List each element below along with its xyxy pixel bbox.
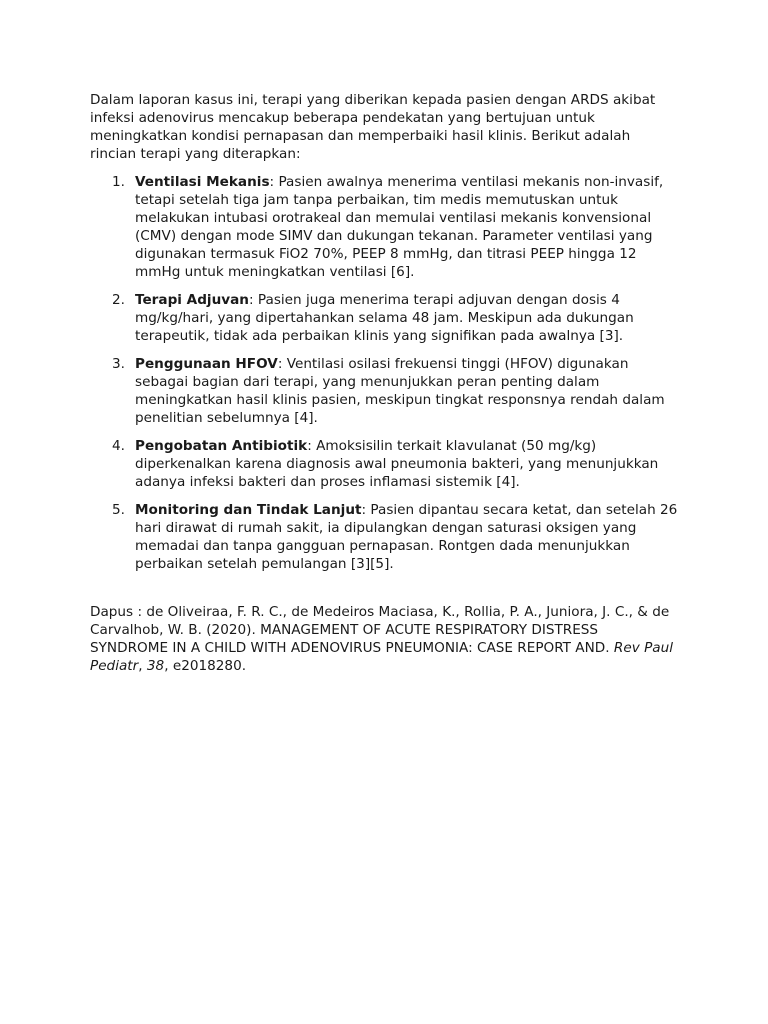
therapy-text: : Ventilasi osilasi frekuensi tinggi (HFOV) digunakan sebagai bagian dari terapi, yang menunjukkan peran penting dalam meningkatkan hasil klinis pasien, meskipun tingkat responsnya rendah dalam penelitian sebelumnya [4]. [135, 356, 665, 426]
therapy-list [90, 173, 680, 573]
therapy-item-pengobatan-antibiotik [90, 437, 680, 491]
reference-pages: , e2018280. [164, 658, 247, 674]
therapy-text: : Pasien dipantau secara ketat, dan setelah 26 hari dirawat di rumah sakit, ia dipulangkan dengan saturasi oksigen yang memadai dan tanpa gangguan pernapasan. Rontgen dada menunjukkan perbaikan setelah pemulangan [3][5]. [135, 502, 678, 572]
therapy-title: Pengobatan Antibiotik [135, 438, 308, 454]
therapy-title: Terapi Adjuvan [135, 292, 249, 308]
therapy-title: Penggunaan HFOV [135, 356, 278, 372]
reference-citation [90, 603, 680, 675]
therapy-title: Monitoring dan Tindak Lanjut [135, 502, 362, 518]
therapy-text: : Pasien juga menerima terapi adjuvan dengan dosis 4 mg/kg/hari, yang dipertahankan selama 48 jam. Meskipun ada dukungan terapeutik, tidak ada perbaikan klinis yang signifikan pada awalnya [3]. [135, 292, 634, 344]
therapy-number: 2. [112, 292, 125, 308]
reference-volume: 38 [146, 658, 165, 674]
reference-authors-title: Dapus : de Oliveiraa, F. R. C., de Medeiros Maciasa, K., Rollia, P. A., Juniora, J. C., & de Carvalhob, W. B. (2020). MANAGEMENT OF ACUTE RESPIRATORY DISTRESS SYNDROME IN A CHILD WITH ADENOVIRUS PNEUMONIA: CASE REPORT AND. [90, 604, 670, 656]
reference-separator: , [138, 658, 147, 674]
therapy-item-monitoring [90, 501, 680, 573]
therapy-item-ventilasi-mekanis [90, 173, 680, 281]
therapy-item-terapi-adjuvan [90, 291, 680, 345]
therapy-number: 1. [112, 174, 125, 190]
therapy-number: 4. [112, 438, 125, 454]
intro-paragraph: Dalam laporan kasus ini, terapi yang diberikan kepada pasien dengan ARDS akibat infeksi adenovirus mencakup beberapa pendekatan yang bertujuan untuk meningkatkan kondisi pernapasan dan memperbaiki hasil klinis. Berikut adalah rincian terapi yang diterapkan: [90, 92, 656, 162]
therapy-number: 5. [112, 502, 125, 518]
therapy-number: 3. [112, 356, 125, 372]
reference-journal: Rev Paul Pediatr [90, 640, 673, 674]
therapy-text: : Pasien awalnya menerima ventilasi mekanis non-invasif, tetapi setelah tiga jam tanpa perbaikan, tim medis memutuskan untuk melakukan intubasi orotrakeal dan memulai ventilasi mekanis konvensional (CMV) dengan mode SIMV dan dukungan tekanan. Parameter ventilasi yang digunakan termasuk FiO2 70%, PEEP 8 mmHg, dan titrasi PEEP hingga 12 mmHg untuk meningkatkan ventilasi [6]. [135, 174, 664, 280]
therapy-text: : Amoksisilin terkait klavulanat (50 mg/kg) diperkenalkan karena diagnosis awal pneumonia bakteri, yang menunjukkan adanya infeksi bakteri dan proses inflamasi sistemik [4]. [135, 438, 659, 490]
therapy-item-penggunaan-hfov [90, 355, 680, 427]
document-page [90, 91, 680, 675]
therapy-title: Ventilasi Mekanis [135, 174, 270, 190]
